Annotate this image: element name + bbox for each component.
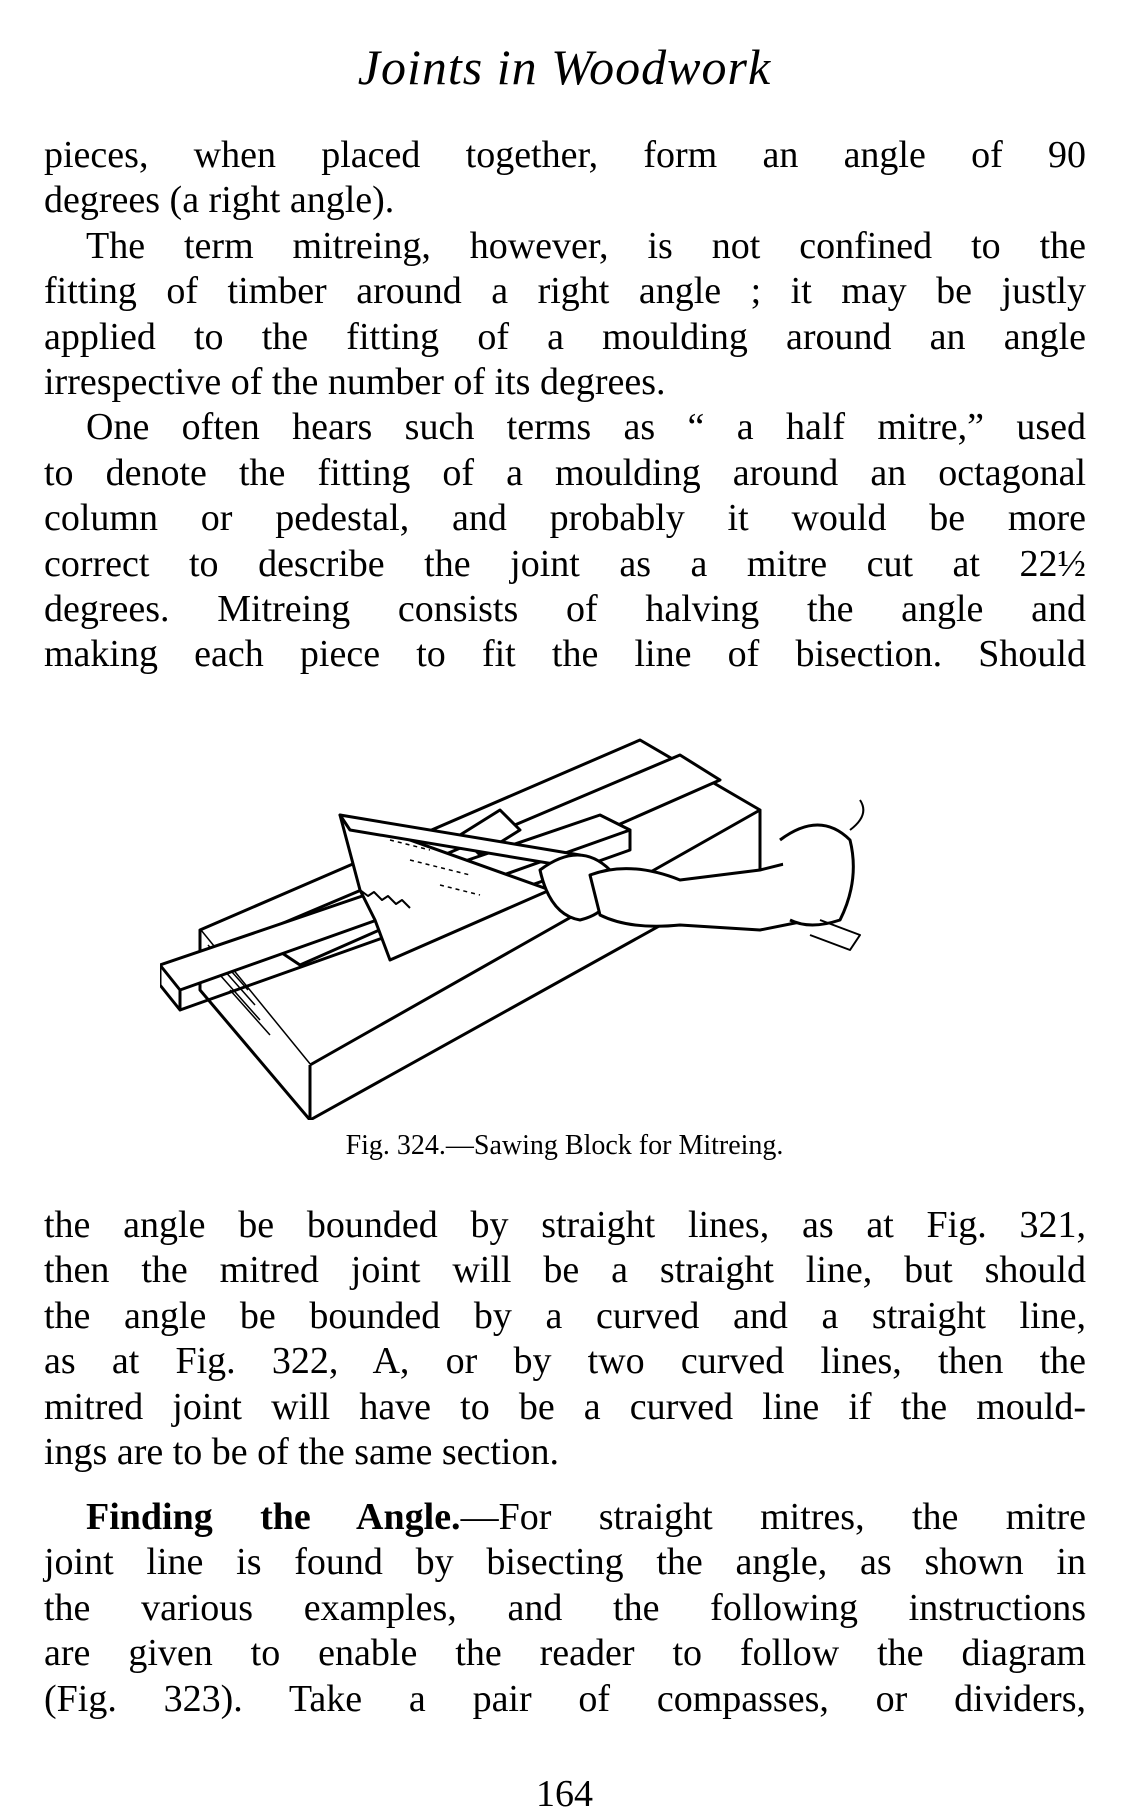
text-line: pieces, when placed together, form an angle of 90: [44, 134, 1086, 176]
text-line: to denote the fitting of a moulding around an octagonal: [44, 451, 1086, 494]
text-line: are given to enable the reader to follow the diagram: [44, 1632, 1086, 1675]
sawing-block-illustration: [160, 720, 970, 1120]
bottom-text: [44, 1203, 1086, 1475]
text-line: The term mitreing, however, is not confined to the: [86, 224, 1086, 267]
finding-the-angle-paragraph: [44, 1495, 1086, 1722]
text-line: mitred joint will have to be a curved line if the mould-: [44, 1385, 1086, 1428]
text-line: column or pedestal, and probably it would be more: [44, 497, 1086, 540]
section-heading: Finding the Angle.: [86, 1496, 461, 1538]
figure-caption: Fig. 324.—Sawing Block for Mitreing.: [345, 1130, 784, 1161]
text-line: correct to describe the joint as a mitre cut at 22½: [44, 542, 1086, 585]
running-head: Joints in Woodwork: [357, 39, 772, 95]
text-line: irrespective of the number of its degrees.: [44, 360, 666, 403]
heading-continuation: —For straight mitres, the mitre: [460, 1496, 1086, 1538]
text-line: degrees (a right angle).: [44, 179, 395, 222]
text-line: applied to the fitting of a moulding around an angle: [44, 315, 1086, 358]
text-line: (Fig. 323). Take a pair of compasses, or dividers,: [44, 1677, 1086, 1720]
text-line: as at Fig. 322, A, or by two curved lines, then the: [44, 1340, 1086, 1383]
page-number: 164: [536, 1773, 593, 1815]
text-line: fitting of timber around a right angle ; it may be justly: [44, 270, 1086, 313]
top-text: [44, 133, 1086, 678]
text-line: [44, 1495, 1086, 1540]
text-line: the angle be bounded by a curved and a straight line,: [44, 1294, 1086, 1337]
text-line: the various examples, and the following instructions: [44, 1586, 1086, 1629]
text-line: joint line is found by bisecting the angle, as shown in: [44, 1541, 1086, 1584]
text-line: the angle be bounded by straight lines, as at Fig. 321,: [44, 1204, 1086, 1246]
text-line: then the mitred joint will be a straight line, but should: [44, 1249, 1086, 1292]
text-line: making each piece to fit the line of bisection. Should: [44, 633, 1086, 676]
text-line: One often hears such terms as “ a half mitre,” used: [86, 406, 1086, 449]
text-line: ings are to be of the same section.: [44, 1430, 559, 1473]
text-line: degrees. Mitreing consists of halving the angle and: [44, 587, 1086, 630]
